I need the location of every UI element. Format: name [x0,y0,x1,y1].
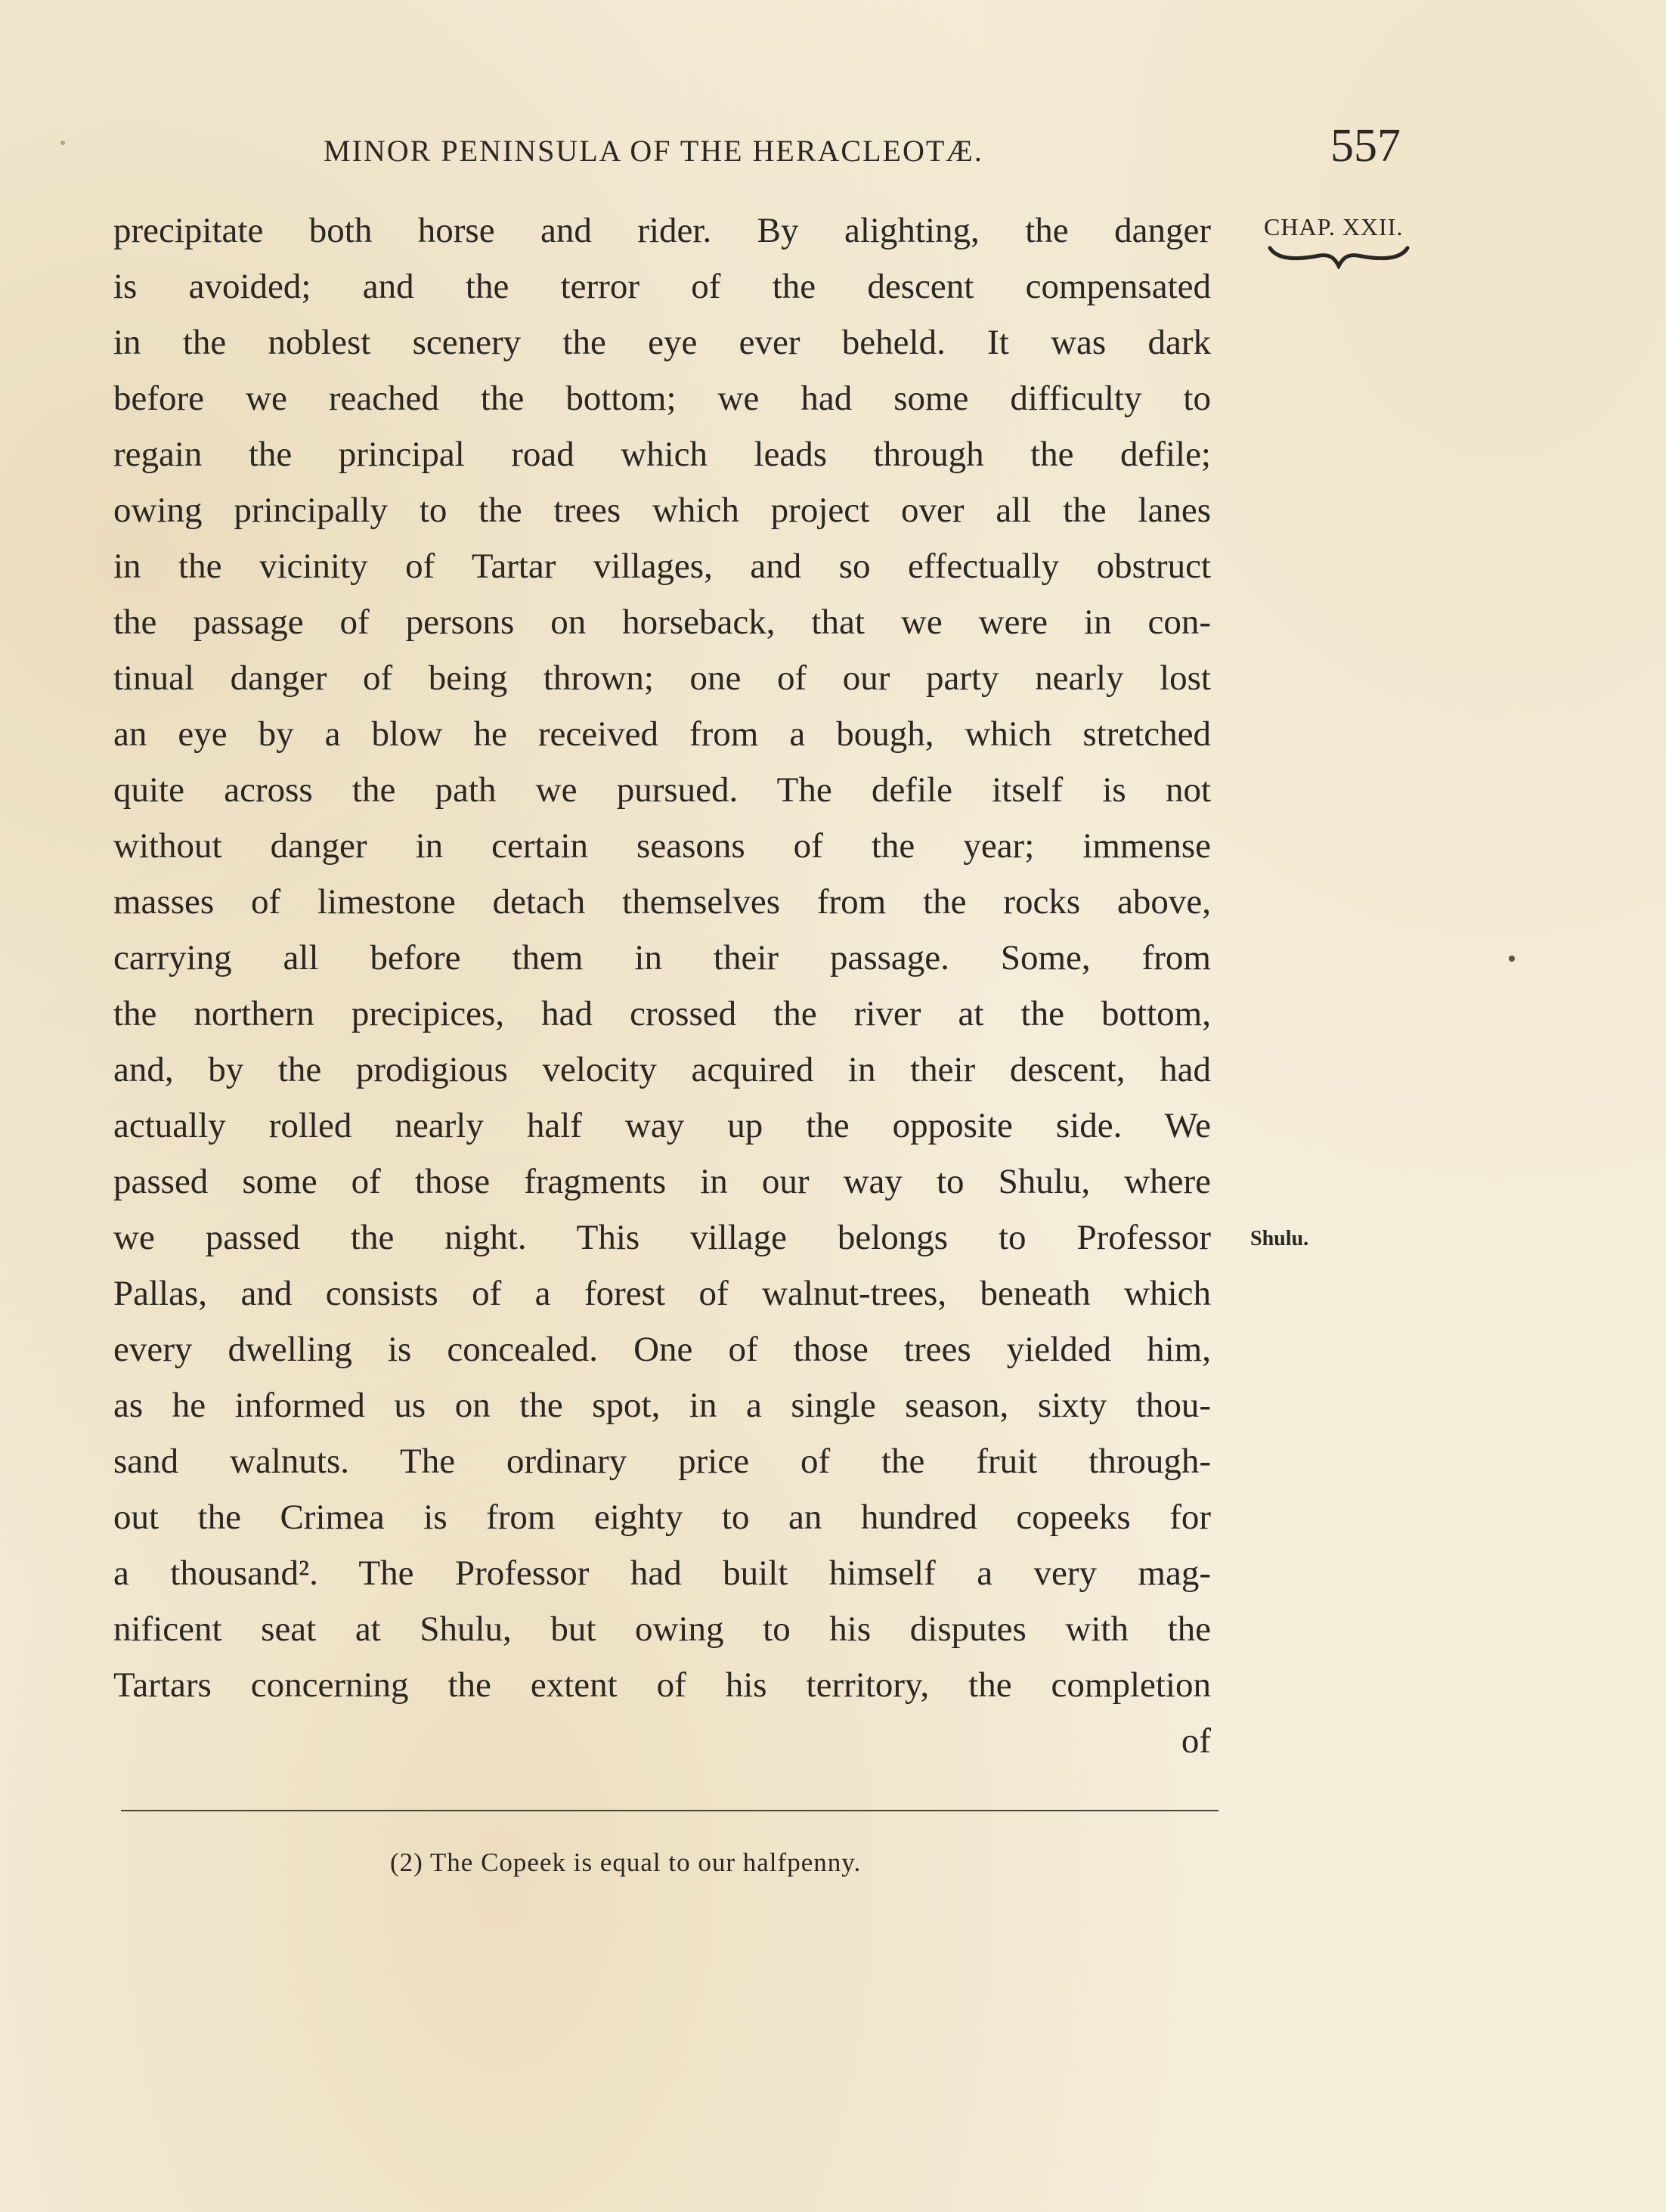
text-line: passed some of those fragments in our way to Shulu, where [113,1162,1211,1201]
text-line: is avoided; and the terror of the descent compensated [113,267,1211,306]
footnote-rule [121,1810,1219,1811]
text-line: nificent seat at Shulu, but owing to his disputes with the [113,1609,1211,1649]
margin-note-shulu: Shulu. [1250,1227,1309,1250]
body-text [113,203,1211,1769]
text-line: the northern precipices, had crossed the river at the bottom, [113,994,1211,1033]
footnote: (2) The Copeek is equal to our halfpenny. [390,1848,862,1877]
text-line: owing principally to the trees which project over all the lanes [113,491,1211,530]
text-line: a thousand². The Professor had built himself a very mag- [113,1554,1211,1593]
text-line: in the vicinity of Tartar villages, and so effectually obstruct [113,547,1211,586]
text-line: in the noblest scenery the eye ever beheld. It was dark [113,323,1211,362]
text-line: we passed the night. This village belongs to Professor [113,1218,1211,1257]
text-line: without danger in certain seasons of the year; immense [113,826,1211,866]
catchword: of [1181,1721,1211,1761]
text-line: out the Crimea is from eighty to an hundred copeeks for [113,1498,1211,1537]
text-line: the passage of persons on horseback, that we were in con- [113,603,1211,642]
ink-speck [60,141,65,145]
page-number: 557 [1330,120,1401,172]
text-line: Pallas, and consists of a forest of walnut-trees, beneath which [113,1274,1211,1313]
text-line: an eye by a blow he received from a bough, which stretched [113,714,1211,754]
text-line: carrying all before them in their passage. Some, from [113,938,1211,977]
text-line: Tartars concerning the extent of his territory, the completion [113,1665,1211,1705]
text-line: sand walnuts. The ordinary price of the fruit through- [113,1442,1211,1481]
chapter-marker: CHAP. XXII. [1264,213,1404,240]
running-title: MINOR PENINSULA OF THE HERACLEOTÆ. [324,134,983,168]
text-line: and, by the prodigious velocity acquired in their descent, had [113,1050,1211,1089]
text-line: precipitate both horse and rider. By alighting, the danger [113,211,1211,250]
text-line: quite across the path we pursued. The defile itself is not [113,770,1211,810]
brace-ornament-icon [1267,243,1411,269]
text-line: tinual danger of being thrown; one of our party nearly lost [113,658,1211,698]
text-line: before we reached the bottom; we had some difficulty to [113,379,1211,418]
text-line: as he informed us on the spot, in a single season, sixty thou- [113,1386,1211,1425]
ink-speck [1509,956,1515,962]
text-line: every dwelling is concealed. One of those trees yielded him, [113,1330,1211,1369]
text-line: regain the principal road which leads through the defile; [113,435,1211,474]
text-line: actually rolled nearly half way up the opposite side. We [113,1106,1211,1145]
text-line: masses of limestone detach themselves from the rocks above, [113,882,1211,922]
